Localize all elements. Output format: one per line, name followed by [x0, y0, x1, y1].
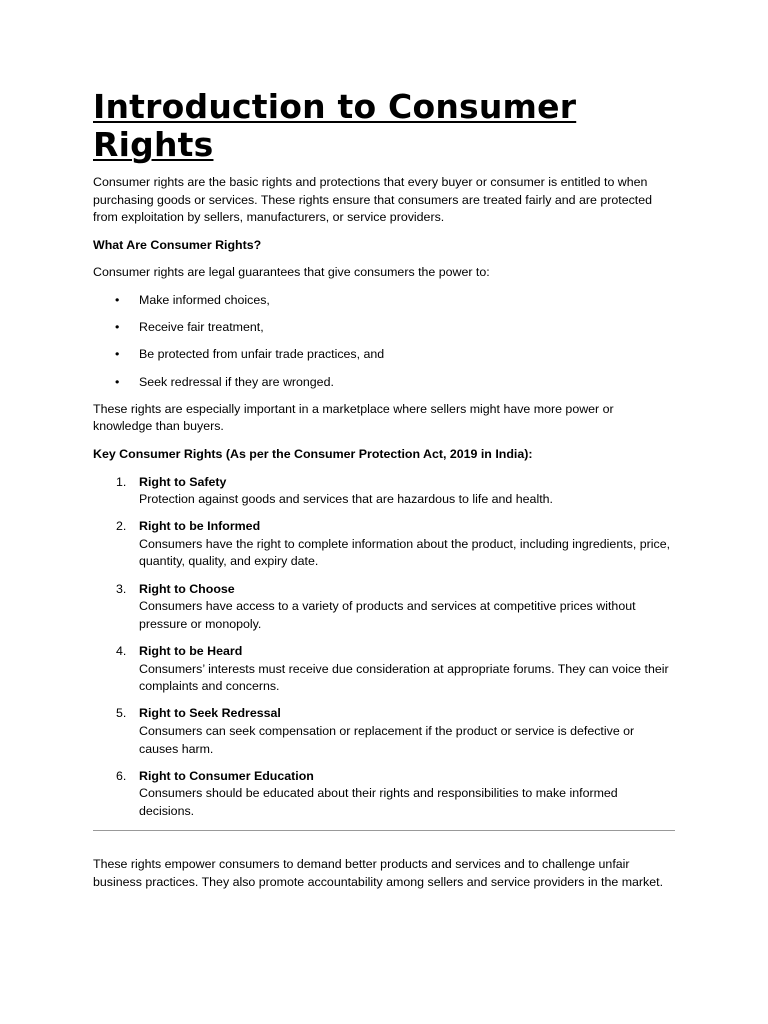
closing-paragraph: These rights empower consumers to demand better products and services and to challenge unfair business practices. They also promote accountability among sellers and service providers in the market.	[93, 857, 664, 889]
document-page	[93, 88, 675, 891]
right-number: 3.	[116, 581, 127, 596]
right-item	[93, 643, 675, 696]
rights-list	[93, 474, 675, 821]
key-rights-heading: Key Consumer Rights (As per the Consumer Protection Act, 2019 in India):	[93, 446, 533, 461]
bullet-icon: •	[115, 374, 120, 389]
right-title: Right to be Informed	[139, 519, 261, 534]
right-item	[93, 474, 675, 509]
right-title: Right to Seek Redressal	[139, 706, 281, 721]
right-item	[93, 581, 675, 634]
bullet-icon: •	[115, 320, 120, 335]
document-title: Introduction to Consumer Rights	[93, 87, 577, 164]
right-number: 6.	[116, 768, 127, 783]
right-title: Right to Choose	[139, 581, 235, 596]
right-description: Consumers have access to a variety of products and services at competitive prices without pressure or monopoly.	[139, 599, 636, 631]
right-title: Right to Consumer Education	[139, 768, 314, 783]
bullet-icon: •	[115, 347, 120, 362]
right-number: 2.	[116, 519, 127, 534]
right-item	[93, 705, 675, 758]
right-item	[93, 518, 675, 571]
right-number: 5.	[116, 706, 127, 721]
bullet-text: Seek redressal if they are wronged.	[139, 374, 334, 389]
bullet-item	[93, 374, 675, 392]
section-heading: What Are Consumer Rights?	[93, 237, 262, 252]
right-description: Consumers’ interests must receive due consideration at appropriate forums. They can voice their complaints and concerns.	[139, 661, 669, 694]
right-description: Consumers have the right to complete information about the product, including ingredients, price, quantity, quality, and expiry date.	[139, 536, 671, 569]
right-description: Protection against goods and services that are hazardous to life and health.	[139, 492, 553, 507]
right-number: 4.	[116, 644, 127, 659]
lead-paragraph: Consumer rights are legal guarantees that give consumers the power to:	[93, 265, 490, 280]
bullet-list	[93, 292, 675, 391]
bullet-text: Be protected from unfair trade practices, and	[139, 347, 385, 362]
bullet-text: Make informed choices,	[139, 292, 270, 307]
right-title: Right to Safety	[139, 474, 227, 489]
right-item	[93, 768, 675, 821]
right-number: 1.	[116, 474, 127, 489]
horizontal-divider	[93, 830, 675, 831]
bullet-icon: •	[115, 292, 120, 307]
bullet-text: Receive fair treatment,	[139, 320, 264, 335]
right-description: Consumers should be educated about their rights and responsibilities to make informed decisions.	[139, 786, 618, 818]
context-paragraph: These rights are especially important in a marketplace where sellers might have more power or knowledge than buyers.	[93, 401, 614, 434]
right-title: Right to be Heard	[139, 644, 243, 659]
intro-paragraph: Consumer rights are the basic rights and protections that every buyer or consumer is entitled to when purchasing goods or services. These rights ensure that consumers are treated fairly and are protected from exploitation by sellers, manufacturers, or service providers.	[93, 175, 653, 225]
bullet-item	[93, 346, 675, 364]
right-description: Consumers can seek compensation or replacement if the product or service is defective or causes harm.	[139, 724, 635, 756]
bullet-item	[93, 292, 675, 310]
bullet-item	[93, 319, 675, 337]
